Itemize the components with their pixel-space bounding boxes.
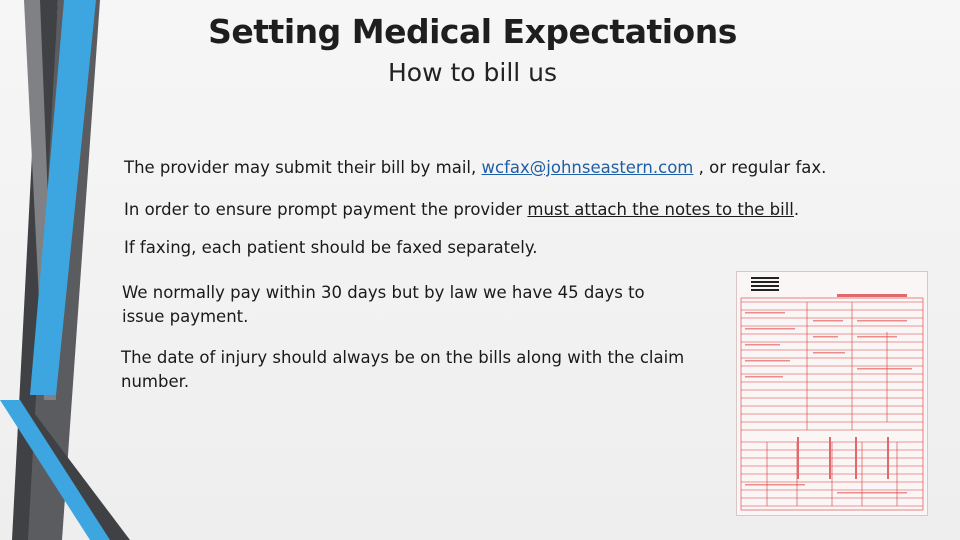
paragraph-billing-methods — [124, 156, 844, 180]
underlined-emphasis: must attach the notes to the bill — [527, 200, 794, 219]
slide-title: Setting Medical Expectations — [208, 12, 737, 51]
left-decorative-bands — [0, 0, 130, 540]
paragraph-date-of-injury: The date of injury should always be on the bills along with the claim number. — [121, 348, 685, 391]
slide-subtitle: How to bill us — [387, 58, 558, 87]
claim-form-image — [736, 271, 928, 516]
paragraph-text: . — [793, 200, 800, 219]
paragraph-text: , or regular fax. — [693, 158, 827, 177]
email-link[interactable]: wcfax@johnseastern.com — [481, 158, 694, 177]
paragraph-faxing: If faxing, each patient should be faxed separately. — [124, 238, 538, 257]
paragraph-payment-timing: We normally pay within 30 days but by law we have 45 days to issue payment. — [122, 283, 645, 326]
paragraph-notes — [124, 198, 844, 222]
paragraph-text: In order to ensure prompt payment the provider — [124, 200, 528, 219]
paragraph-text: The provider may submit their bill by mail, — [124, 158, 482, 177]
